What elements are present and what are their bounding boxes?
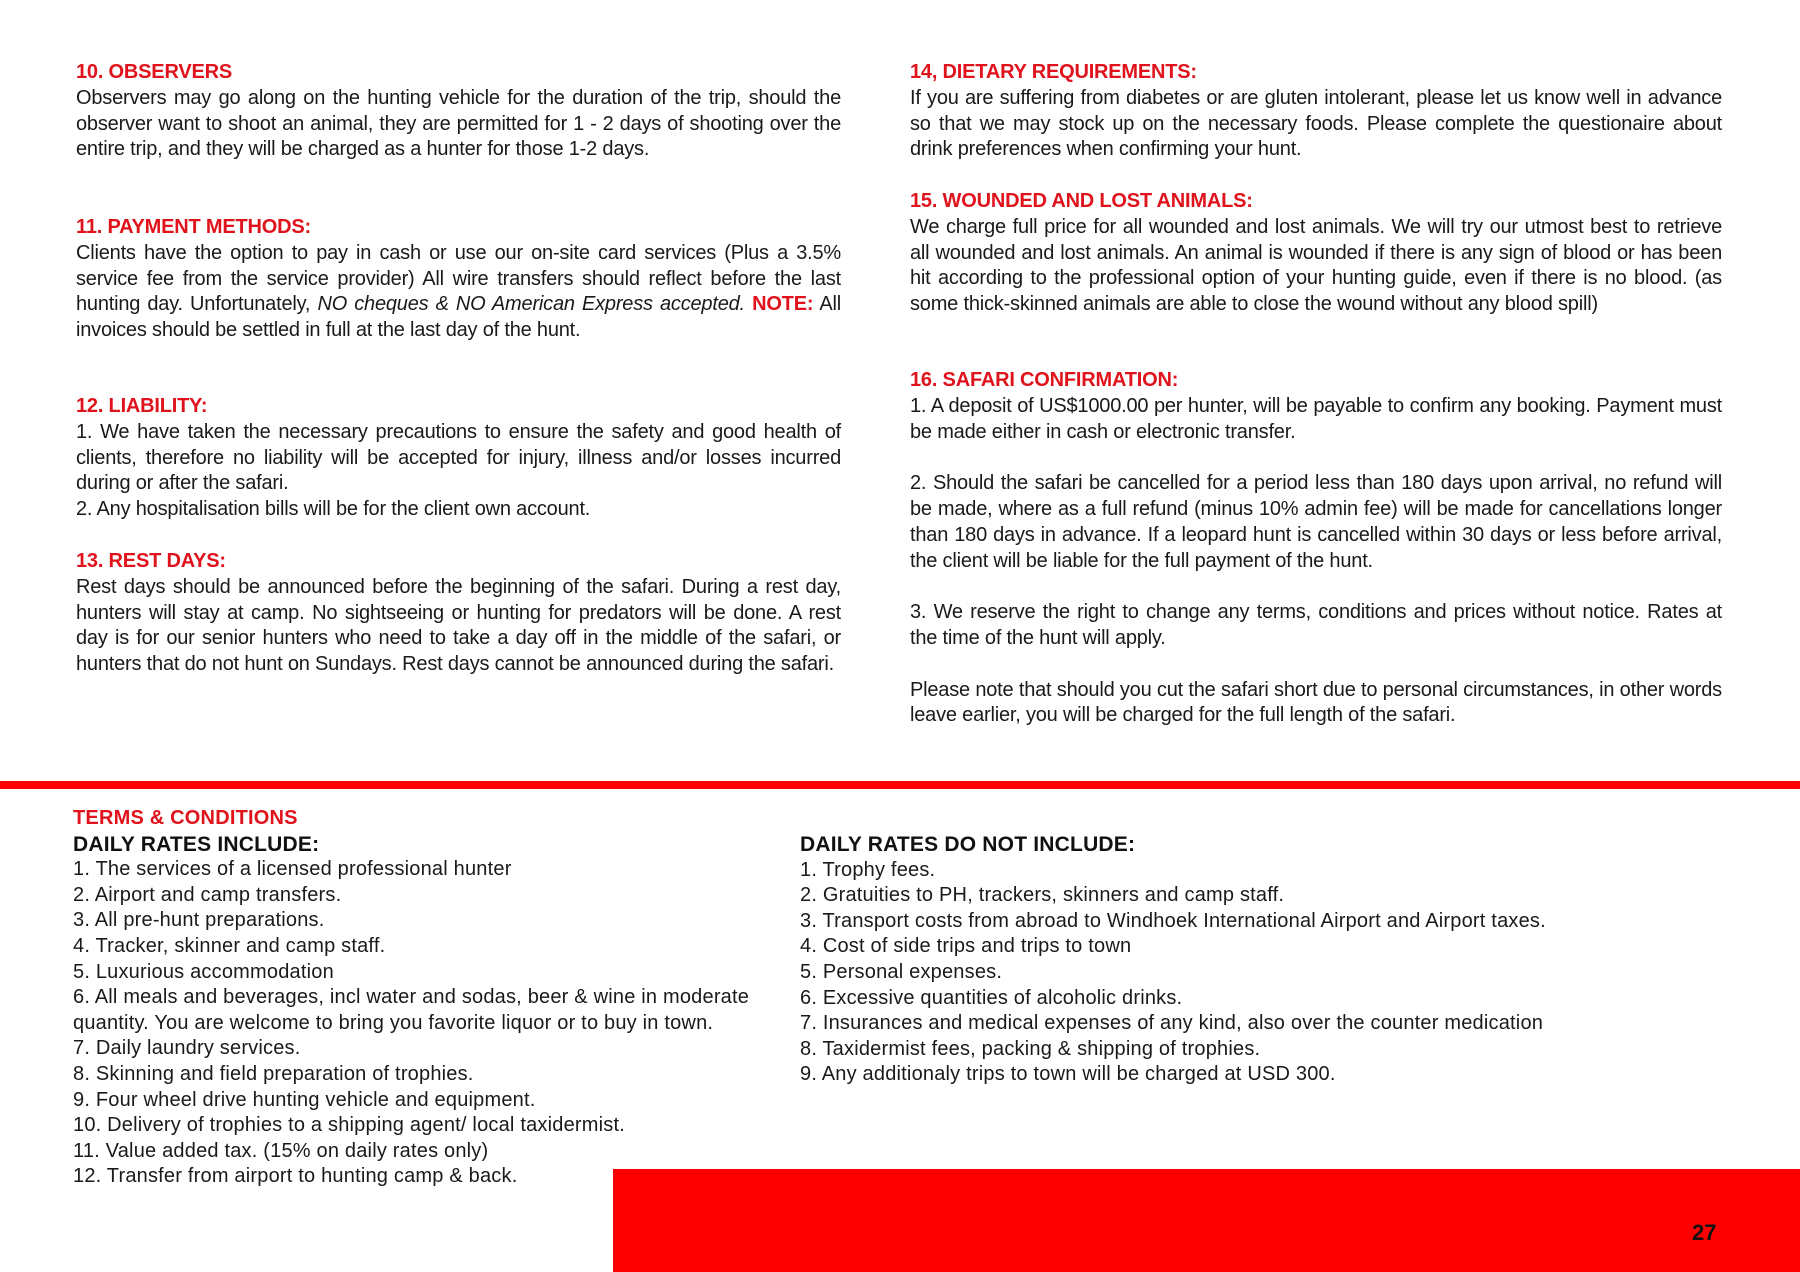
page-number: 27 <box>1692 1220 1717 1245</box>
section-confirmation <box>910 368 1722 729</box>
section-text: Observers may go along on the hunting vehicle for the duration of the trip, should the observer want to shoot an animal, they are permitted for 1 - 2 days of shooting over the entire trip, and they will be charged as a hunter for those 1-2 days. <box>76 86 841 161</box>
include-item: 3. All pre-hunt preparations. <box>73 909 325 932</box>
include-item: 12. Transfer from airport to hunting camp & back. <box>73 1165 518 1188</box>
exclude-item: 9. Any additionaly trips to town will be charged at USD 300. <box>800 1063 1336 1086</box>
divider-band <box>0 781 1800 789</box>
section-heading: 16. SAFARI CONFIRMATION: <box>910 369 1179 391</box>
section-heading: 14, DIETARY REQUIREMENTS: <box>910 61 1197 83</box>
payment-text-1: Clients have the option to pay in cash or use our on-site card services (Plus a 3.5% service fee from the service provider) All wire transfers should reflect before the last hunting day. Unfortunately, <box>76 241 841 316</box>
section-liability <box>76 394 841 523</box>
section-heading: 11. PAYMENT METHODS: <box>76 216 311 238</box>
exclude-item: 4. Cost of side trips and trips to town <box>800 935 1132 958</box>
confirmation-paragraph: 3. We reserve the right to change any terms, conditions and prices without notice. Rates at the time of the hunt will apply. <box>910 601 1722 649</box>
exclude-item: 8. Taxidermist fees, packing & shipping of trophies. <box>800 1037 1261 1060</box>
liability-item: 1. We have taken the necessary precautions to ensure the safety and good health of clients, therefore no liability will be accepted for injury, illness and/or losses incurred during or after the safari. <box>76 420 841 495</box>
section-observers <box>76 60 841 163</box>
exclude-item: 6. Excessive quantities of alcoholic drinks. <box>800 986 1183 1009</box>
terms-title: TERMS & CONDITIONS <box>73 807 298 829</box>
exclude-item: 7. Insurances and medical expenses of any kind, also over the counter medication <box>800 1012 1544 1035</box>
include-item: 2. Airport and camp transfers. <box>73 883 342 906</box>
section-dietary <box>910 60 1722 163</box>
section-heading: 15. WOUNDED AND LOST ANIMALS: <box>910 190 1253 212</box>
section-payment <box>76 215 841 344</box>
exclude-item: 3. Transport costs from abroad to Windhoek International Airport and Airport taxes. <box>800 909 1546 932</box>
exclude-item: 2. Gratuities to PH, trackers, skinners and camp staff. <box>800 884 1285 907</box>
section-text: If you are suffering from diabetes or are gluten intolerant, please let us know well in advance so that we may stock up on the necessary foods. Please complete the questionaire about drink preferences when confirming your hunt. <box>910 86 1722 161</box>
include-item: 4. Tracker, skinner and camp staff. <box>73 934 386 957</box>
section-wounded <box>910 189 1722 318</box>
exclude-item: 5. Personal expenses. <box>800 960 1003 983</box>
section-rest-days <box>76 549 841 678</box>
include-heading: DAILY RATES INCLUDE: <box>73 832 320 856</box>
section-heading: 12. LIABILITY: <box>76 395 208 417</box>
include-item: 8. Skinning and field preparation of trophies. <box>73 1062 474 1085</box>
liability-item: 2. Any hospitalisation bills will be for the client own account. <box>76 498 591 521</box>
include-item: 9. Four wheel drive hunting vehicle and equipment. <box>73 1088 536 1111</box>
confirmation-paragraph: Please note that should you cut the safari short due to personal circumstances, in other words leave earlier, you will be charged for the full length of the safari. <box>910 678 1722 727</box>
exclude-item: 1. Trophy fees. <box>800 858 936 881</box>
confirmation-paragraph: 2. Should the safari be cancelled for a period less than 180 days upon arrival, no refund will be made, where as a full refund (minus 10% admin fee) will be made for cancellations longer than 180 days in advance. If a leopard hunt is cancelled within 30 days or less before arrival, the client will be liable for the full payment of the hunt. <box>910 472 1722 572</box>
include-item: 1. The services of a licensed professional hunter <box>73 858 512 881</box>
include-item: 6. All meals and beverages, incl water and sodas, beer & wine in moderate quantity. You are welcome to bring you favorite liquor or to buy in town. <box>73 986 750 1034</box>
payment-italic: NO cheques & NO American Express accepted. <box>317 293 745 316</box>
rates-exclude-list <box>800 832 1790 1088</box>
include-item: 10. Delivery of trophies to a shipping agent/ local taxidermist. <box>73 1114 625 1137</box>
section-text <box>76 241 841 344</box>
section-text: Rest days should be announced before the beginning of the safari. During a rest day, hunters will stay at camp. No sightseeing or hunting for predators will be done. A rest day is for our senior hunters who need to take a day off in the middle of the safari, or hunters that do not hunt on Sundays. Rest days cannot be announced during the safari. <box>76 575 841 676</box>
section-heading: 13. REST DAYS: <box>76 550 226 572</box>
include-item: 11. Value added tax. (15% on daily rates only) <box>73 1139 489 1162</box>
rates-include-list <box>73 806 773 1190</box>
confirmation-paragraph: 1. A deposit of US$1000.00 per hunter, will be payable to confirm any booking. Payment must be made either in cash or electronic transfer. <box>910 394 1722 443</box>
payment-note-label: NOTE: <box>752 293 814 316</box>
payment-text-2: All invoices should be settled in full at the last day of the hunt. <box>76 293 841 342</box>
include-item: 7. Daily laundry services. <box>73 1037 301 1060</box>
section-heading: 10. OBSERVERS <box>76 61 232 83</box>
section-text: We charge full price for all wounded and lost animals. We will try our utmost best to retrieve all wounded and lost animals. An animal is wounded if there is any sign of blood or has been hit according to the professional option of your hunting guide, even if there is no blood. (as some thick-skinned animals are able to close the wound without any blood spill) <box>910 215 1722 316</box>
footer-red-block <box>613 1169 1800 1272</box>
exclude-heading: DAILY RATES DO NOT INCLUDE: <box>800 833 1136 856</box>
include-item: 5. Luxurious accommodation <box>73 960 334 983</box>
